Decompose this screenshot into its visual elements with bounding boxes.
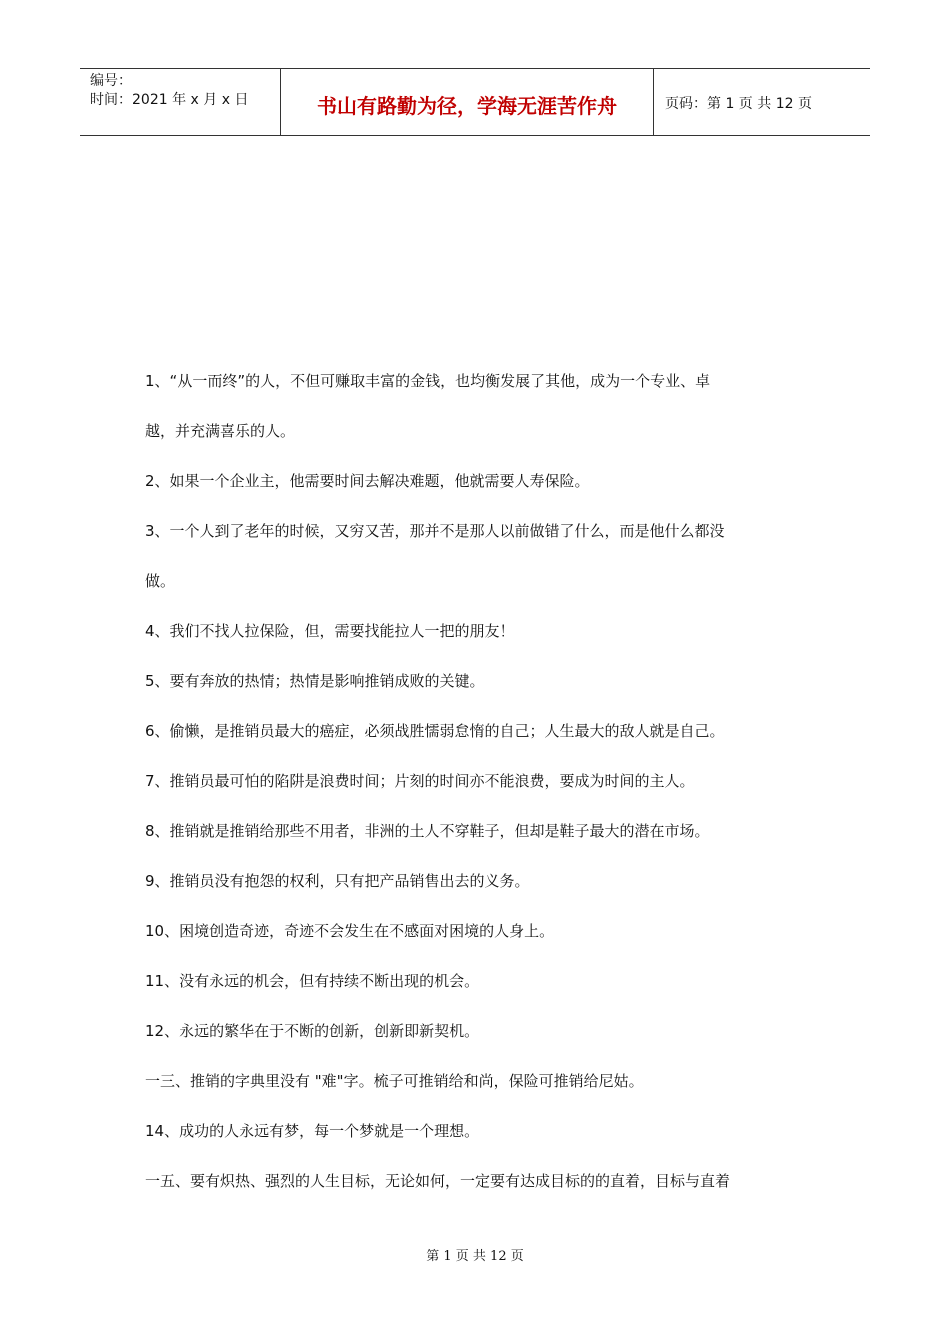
header-page-info: 页码：第 1 页 共 12 页 (665, 96, 812, 112)
paragraph-line: 2、如果一个企业主，他需要时间去解决难题，他就需要人寿保险。 (145, 472, 590, 490)
document-header (80, 68, 870, 136)
document-body (145, 356, 805, 1206)
paragraph-line: 1、“从一而终”的人，不但可赚取丰富的金钱，也均衡发展了其他，成为一个专业、卓 (145, 372, 711, 390)
paragraph-line: 9、推销员没有抱怨的权利，只有把产品销售出去的义务。 (145, 872, 530, 890)
paragraph-line: 一三、推销的字典里没有 "难"字。梳子可推销给和尚，保险可推销给尼姑。 (145, 1072, 644, 1090)
paragraph-line: 6、偷懒，是推销员最大的癌症，必须战胜懦弱怠惰的自己；人生最大的敌人就是自己。 (145, 722, 725, 740)
date-line: 时间：2021 年 x 月 x 日 (90, 92, 249, 108)
paragraph-line: 12、永远的繁华在于不断的创新，创新即新契机。 (145, 1022, 480, 1040)
paragraph-line: 10、困境创造奇迹，奇迹不会发生在不感面对困境的人身上。 (145, 922, 555, 940)
paragraph-line: 7、推销员最可怕的陷阱是浪费时间；片刻的时间亦不能浪费，要成为时间的主人。 (145, 772, 695, 790)
paragraph-line: 11、没有永远的机会，但有持续不断出现的机会。 (145, 972, 480, 990)
paragraph-line: 越，并充满喜乐的人。 (145, 422, 296, 440)
paragraph-line: 4、我们不找人拉保险，但，需要找能拉人一把的朋友！ (145, 622, 515, 640)
paragraph-line: 做。 (145, 572, 176, 590)
header-motto: 书山有路勤为径，学海无涯苦作舟 (281, 69, 654, 135)
paragraph-line: 一五、要有炽热、强烈的人生目标，无论如何，一定要有达成目标的的直着，目标与直着 (145, 1172, 731, 1190)
header-meta (80, 69, 281, 135)
paragraph-line: 3、一个人到了老年的时候，又穷又苦，那并不是那人以前做错了什么，而是他什么都没 (145, 522, 725, 540)
paragraph-line: 14、成功的人永远有梦，每一个梦就是一个理想。 (145, 1122, 480, 1140)
page-footer: 第 1 页 共 12 页 (426, 1249, 524, 1264)
paragraph-line: 8、推销就是推销给那些不用者，非洲的土人不穿鞋子，但却是鞋子最大的潜在市场。 (145, 822, 710, 840)
number-label: 编号： (90, 73, 132, 89)
paragraph-line: 5、要有奔放的热情；热情是影响推销成败的关键。 (145, 672, 485, 690)
